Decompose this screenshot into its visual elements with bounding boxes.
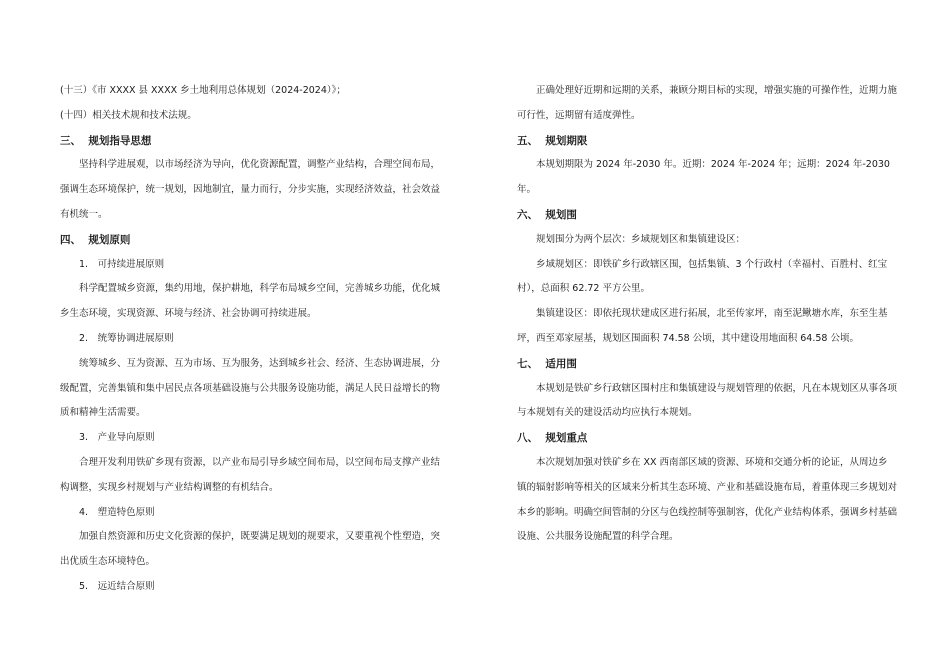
principle-5-title: 5. 远近结合原则 — [79, 580, 155, 592]
section-number: 八、 — [517, 432, 538, 445]
section-title: 适用围 — [545, 357, 577, 370]
left-column — [60, 79, 440, 600]
township-planning-area: 乡域规划区：即铁矿乡行政辖区围，包括集镇、3 个行政村（幸福村、百胜村、红宝村），总面积 62.72 平方公里。 — [517, 258, 888, 295]
principle-5-text: 正确处理好近期和远期的关系，兼顾分期目标的实现，增强实施的可操作性，近期力施可行性，远期留有适度弹性。 — [517, 85, 898, 121]
principle-3-text: 合理开发利用铁矿乡现有资源，以产业布局引导乡域空间布局，以空间布局支撑产业结构调整，实现乡村规划与产业结构调整的有机结合。 — [60, 456, 441, 493]
section-heading-7 — [517, 352, 897, 377]
section-number: 七、 — [517, 357, 538, 370]
principle-2-title: 2. 统筹协调进展原则 — [79, 332, 174, 344]
guiding-ideology-paragraph: 坚持科学进展观，以市场经济为导向，优化资源配置，调整产业结构，合理空间布局，强调生态环境保护，统一规划，因地制宜，量力而行，分步实施，实现经济效益，社会效益有机统一。 — [60, 159, 441, 220]
section-heading-5 — [517, 129, 897, 154]
section-title: 规划原则 — [88, 233, 131, 246]
planning-focus-paragraph: 本次规划加强对铁矿乡在 XX 西南部区域的资源、环境和交通分析的论证，从周边乡镇的辐射影响等相关的区域来分析其生态环境、产业和基础设施布局，着重体现三乡规划对本乡的影响。明确空间管制的分区与色线控制等强制容，优化产业结构体系，强调乡村基础设施、公共服务设施配置的科学合理。 — [517, 456, 898, 543]
section-number: 三、 — [60, 134, 81, 147]
principle-2-text: 统筹城乡、互为资源、互为市场、互为服务，达到城乡社会、经济、生态协调进展，分级配置，完善集镇和集中居民点各项基础设施与公共服务设施功能，满足人民日益增长的物质和精神生活需要。 — [60, 357, 441, 419]
principle-3-title: 3. 产业导向原则 — [79, 432, 155, 444]
planning-scope-intro: 规划围分为两个层次：乡域规划区和集镇建设区： — [536, 233, 746, 245]
principle-4-text: 加强自然资源和历史文化资源的保护，既要满足规划的规要求，又要重视个性塑造，突出优质生态环境特色。 — [60, 531, 441, 568]
section-heading-8 — [517, 426, 897, 451]
principle-1-text: 科学配置城乡资源，集约用地，保护耕地，科学布局城乡空间，完善城乡功能，优化城乡生态环境，实现资源、环境与经济、社会协调可持续进展。 — [60, 283, 441, 320]
section-title: 规划围 — [545, 208, 577, 221]
reference-item-14: (十四）相关技术规和技术法规。 — [60, 109, 197, 121]
principle-1-title: 1. 可持续进展原则 — [79, 258, 165, 270]
principle-4-title: 4. 塑造特色原则 — [79, 506, 155, 518]
section-heading-3 — [60, 129, 440, 154]
applicable-scope-paragraph: 本规划是铁矿乡行政辖区围村庄和集镇建设与规划管理的依据，凡在本规划区从事各项与本规划有关的建设活动均应执行本规划。 — [517, 382, 898, 419]
section-title: 规划重点 — [545, 432, 588, 445]
section-heading-4 — [60, 228, 440, 253]
section-title: 规划期限 — [545, 134, 588, 147]
town-construction-area: 集镇建设区：即依托现状建成区进行拓展，北至传家坪，南至泥鳅塘水库，东至生基坪，西至邓家屋基，规划区围面积 74.58 公顷，其中建设用地面积 64.58 公顷。 — [517, 308, 888, 344]
section-title: 规划指导思想 — [88, 134, 152, 147]
section-heading-6 — [517, 203, 897, 228]
reference-item-13: (十三）《市 XXXX 县 XXXX 乡土地利用总体规划（2024-2024）》； — [60, 85, 346, 96]
planning-period-paragraph: 本规划期限为 2024 年-2030 年。近期：2024 年-2024 年；远期：2024 年-2030 年。 — [517, 159, 890, 196]
section-number: 五、 — [517, 134, 538, 147]
section-number: 六、 — [517, 208, 538, 221]
right-column — [517, 79, 897, 550]
section-number: 四、 — [60, 233, 81, 246]
